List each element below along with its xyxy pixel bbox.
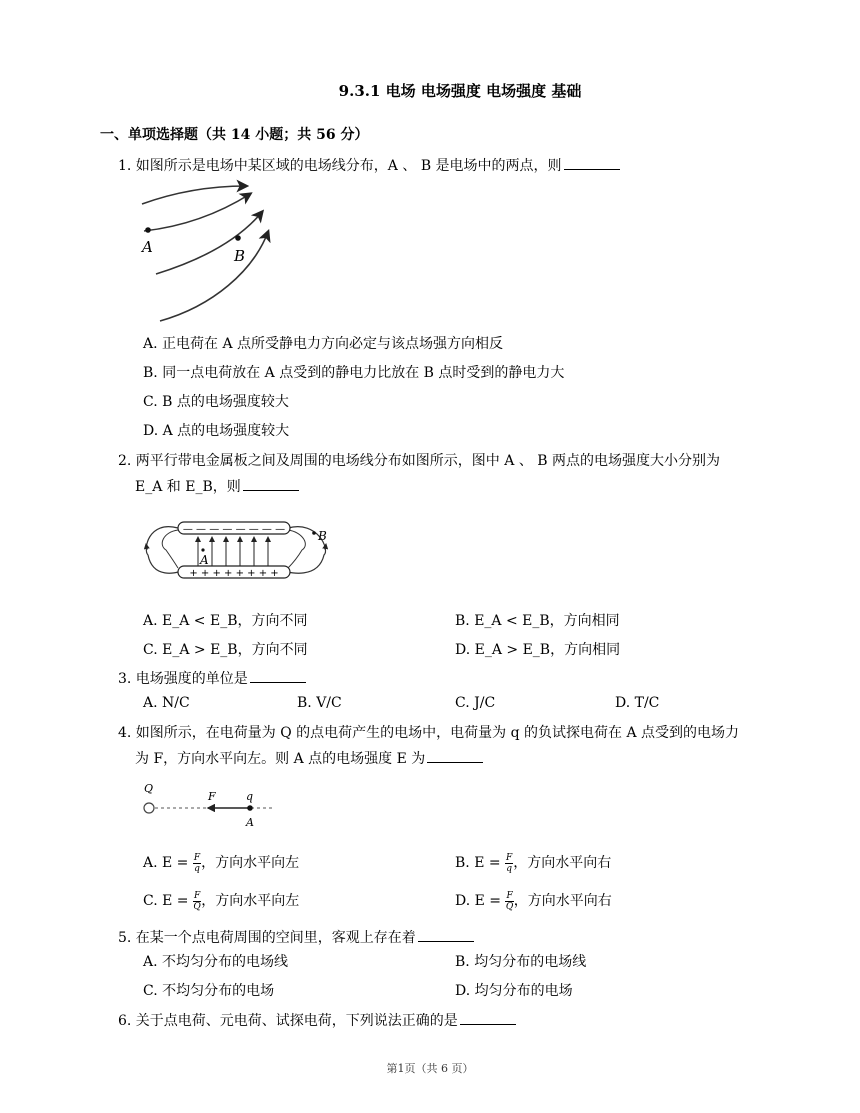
charge-Q-circle: [144, 803, 154, 813]
q3-option-b[interactable]: [297, 695, 342, 711]
point-B-dot: [312, 531, 316, 535]
answer-blank: [564, 155, 620, 170]
q5-option-b[interactable]: B. 均匀分布的电场线: [455, 954, 587, 970]
q1-field-line-diagram: [138, 176, 278, 326]
direction-text: ，方向水平向左: [201, 855, 300, 871]
fraction: [193, 853, 201, 874]
question-2-stem-line2: [135, 476, 299, 496]
q2-parallel-plates-diagram: [138, 500, 338, 600]
question-5-stem: [118, 927, 474, 947]
q4-option-a-label: A. E =: [143, 855, 189, 871]
direction-text: ，方向水平向右: [513, 855, 612, 871]
question-1-stem: [118, 155, 620, 175]
numerator: F: [506, 852, 513, 863]
field-line-1: [142, 186, 246, 204]
answer-blank: [427, 748, 483, 763]
fringe-left-outer: [146, 527, 178, 574]
question-4-text: 为 F，方向水平向左。则 A 点的电场强度 E 为: [135, 751, 426, 767]
section-heading: 一、单项选择题（共 14 小题；共 56 分）: [100, 127, 369, 143]
question-4-stem-line1: 4. 如图所示，在电荷量为 Q 的点电荷产生的电场中，电荷量为 q 的负试探电荷在 A 点受到的电场力: [118, 725, 740, 741]
q3-option-d-text: D. T/C: [615, 695, 660, 711]
numerator: F: [506, 890, 513, 901]
label-B: B: [318, 529, 327, 543]
field-line-2: [144, 194, 250, 231]
q1-option-c[interactable]: C. B 点的电场强度较大: [143, 394, 289, 410]
denominator: Q: [193, 901, 201, 912]
q4-option-d[interactable]: [455, 890, 612, 912]
q2-option-b[interactable]: B. E_A < E_B，方向相同: [455, 613, 620, 629]
question-1-text: 1. 如图所示是电场中某区域的电场线分布，A 、 B 是电场中的两点，则: [118, 158, 562, 174]
question-6-stem: [118, 1010, 516, 1030]
q1-option-a[interactable]: A. 正电荷在 A 点所受静电力方向必定与该点场强方向相反: [143, 336, 504, 352]
answer-blank: [243, 476, 299, 491]
label-Q: Q: [144, 782, 154, 795]
q3-option-c-text: C. J/C: [455, 695, 496, 711]
denominator: Q: [505, 901, 514, 912]
q5-option-c[interactable]: C. 不均匀分布的电场: [143, 983, 275, 999]
q2-option-d[interactable]: D. E_A > E_B，方向相同: [455, 642, 621, 658]
q4-option-d-label: D. E =: [455, 893, 502, 909]
field-line-3: [156, 212, 262, 274]
question-3-text: 3. 电场强度的单位是: [118, 671, 248, 687]
page-title: 9.3.1 电场 电场强度 电场强度 基础: [338, 82, 582, 100]
q4-option-c[interactable]: [143, 890, 299, 912]
test-charge-q-dot: [247, 805, 253, 811]
q3-option-b-text: B. V/C: [297, 695, 342, 711]
q2-option-c[interactable]: C. E_A > E_B，方向不同: [143, 642, 308, 658]
answer-blank: [250, 668, 306, 683]
direction-text: ，方向水平向左: [201, 893, 300, 909]
q1-option-d[interactable]: D. A 点的电场强度较大: [143, 423, 290, 439]
q4-option-b[interactable]: [455, 852, 611, 874]
question-2-stem-line1: 2. 两平行带电金属板之间及周围的电场线分布如图所示，图中 A 、 B 两点的电场强度大小分别为: [118, 453, 721, 469]
q3-option-a-text: A. N/C: [143, 695, 190, 711]
direction-text: ，方向水平向右: [513, 893, 612, 909]
numerator: F: [193, 890, 201, 901]
label-A: A: [142, 238, 153, 256]
label-F: F: [208, 790, 216, 803]
point-B-dot: [235, 235, 241, 241]
field-line-4: [160, 232, 268, 321]
answer-blank: [460, 1010, 516, 1025]
denominator: q: [506, 863, 513, 874]
q5-option-a[interactable]: A. 不均匀分布的电场线: [143, 954, 289, 970]
fringe-right-inner: [288, 530, 305, 568]
q4-option-a[interactable]: [143, 852, 299, 874]
fringe-left-inner: [162, 530, 178, 568]
q3-option-c[interactable]: [455, 695, 495, 711]
label-B: B: [234, 247, 246, 265]
numerator: F: [193, 852, 201, 863]
q4-option-c-label: C. E =: [143, 893, 189, 909]
top-plate-signs: — — — — — — — —: [182, 524, 286, 535]
bottom-plate-signs: + + + + + + + +: [189, 568, 279, 579]
question-4-stem-line2: [135, 748, 483, 768]
label-A: A: [246, 816, 254, 829]
q3-option-a[interactable]: [143, 695, 190, 711]
q2-option-a[interactable]: A. E_A < E_B，方向不同: [143, 613, 308, 629]
label-q: q: [246, 790, 254, 803]
answer-blank: [418, 927, 474, 942]
q3-option-d[interactable]: [615, 695, 659, 711]
q4-option-b-label: B. E =: [455, 855, 501, 871]
q4-point-charge-diagram: [140, 780, 285, 830]
question-3-stem: [118, 668, 306, 688]
q5-option-d[interactable]: D. 均匀分布的电场: [455, 983, 573, 999]
q1-option-b[interactable]: B. 同一点电荷放在 A 点受到的静电力比放在 B 点时受到的静电力大: [143, 365, 565, 381]
label-A: A: [200, 553, 209, 567]
fraction: [505, 891, 513, 912]
point-A-dot: [201, 548, 204, 551]
question-2-text: E_A 和 E_B，则: [135, 479, 241, 495]
point-A-dot: [145, 227, 151, 233]
page-footer: 第1页（共 6 页）: [386, 1062, 474, 1075]
fraction: [193, 891, 201, 912]
question-5-text: 5. 在某一个点电荷周围的空间里，客观上存在着: [118, 930, 416, 946]
denominator: q: [194, 863, 200, 874]
question-6-text: 6. 关于点电荷、元电荷、试探电荷，下列说法正确的是: [118, 1013, 458, 1029]
